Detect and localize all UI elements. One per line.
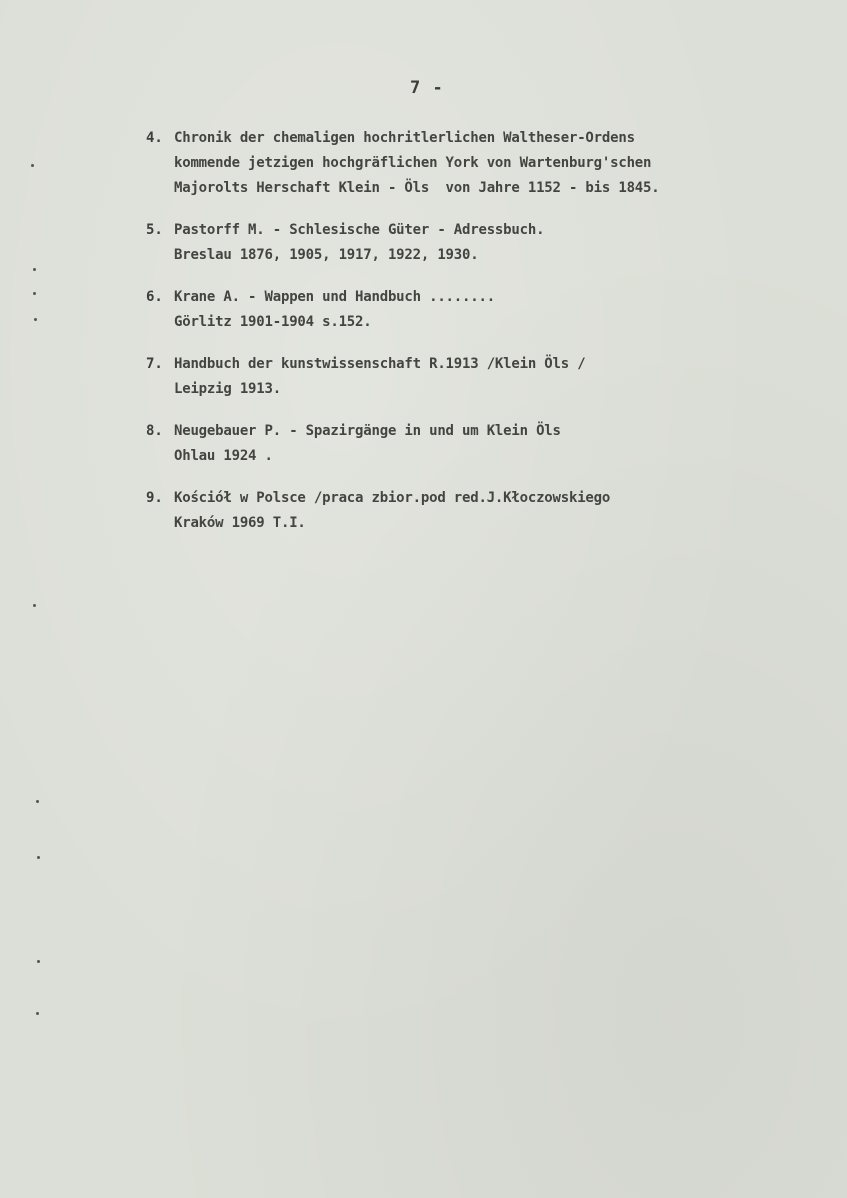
entry-line: Handbuch der kunstwissenschaft R.1913 /Klein Öls / [174,356,586,372]
scan-speck [37,960,40,963]
entry-number: 4. [146,130,163,146]
entry-line: Majorolts Herschaft Klein - Öls von Jahre 1152 - bis 1845. [174,180,660,196]
bibliography-entry [146,352,806,402]
scan-speck [34,318,37,321]
entry-number: 5. [146,222,163,238]
scan-speck [31,164,34,167]
entry-line: Leipzig 1913. [174,381,281,397]
entry-line: Neugebauer P. - Spazirgänge in und um Klein Öls [174,423,561,439]
entry-number: 7. [146,356,163,372]
entry-number: 6. [146,289,163,305]
entry-line: Krane A. - Wappen und Handbuch ........ [174,289,495,305]
scan-speck [33,604,36,607]
entry-number: 9. [146,490,163,506]
scan-speck [33,292,36,295]
entry-line: Görlitz 1901-1904 s.152. [174,314,372,330]
entry-line: Chronik der chemaligen hochritlerlichen Waltheser-Ordens [174,130,635,146]
entry-line: kommende jetzigen hochgräflichen York von Wartenburg'schen [174,155,652,171]
entry-number: 8. [146,423,163,439]
entry-line: Ohlau 1924 . [174,448,273,464]
scan-speck [33,268,36,271]
bibliography-entry [146,419,806,469]
scan-speck [36,800,39,803]
entry-line: Kościół w Polsce /praca zbior.pod red.J.Kłoczowskiego [174,490,611,506]
scan-speck [37,856,40,859]
bibliography-entry [146,486,806,536]
page-number: 7 - [410,78,444,98]
scan-speck [36,1012,39,1015]
bibliography-entry [146,285,806,335]
bibliography-list [146,126,806,553]
entry-line: Breslau 1876, 1905, 1917, 1922, 1930. [174,247,479,263]
bibliography-entry [146,126,806,201]
entry-line: Pastorff M. - Schlesische Güter - Adressbuch. [174,222,545,238]
bibliography-entry [146,218,806,268]
entry-line: Kraków 1969 T.I. [174,515,306,531]
